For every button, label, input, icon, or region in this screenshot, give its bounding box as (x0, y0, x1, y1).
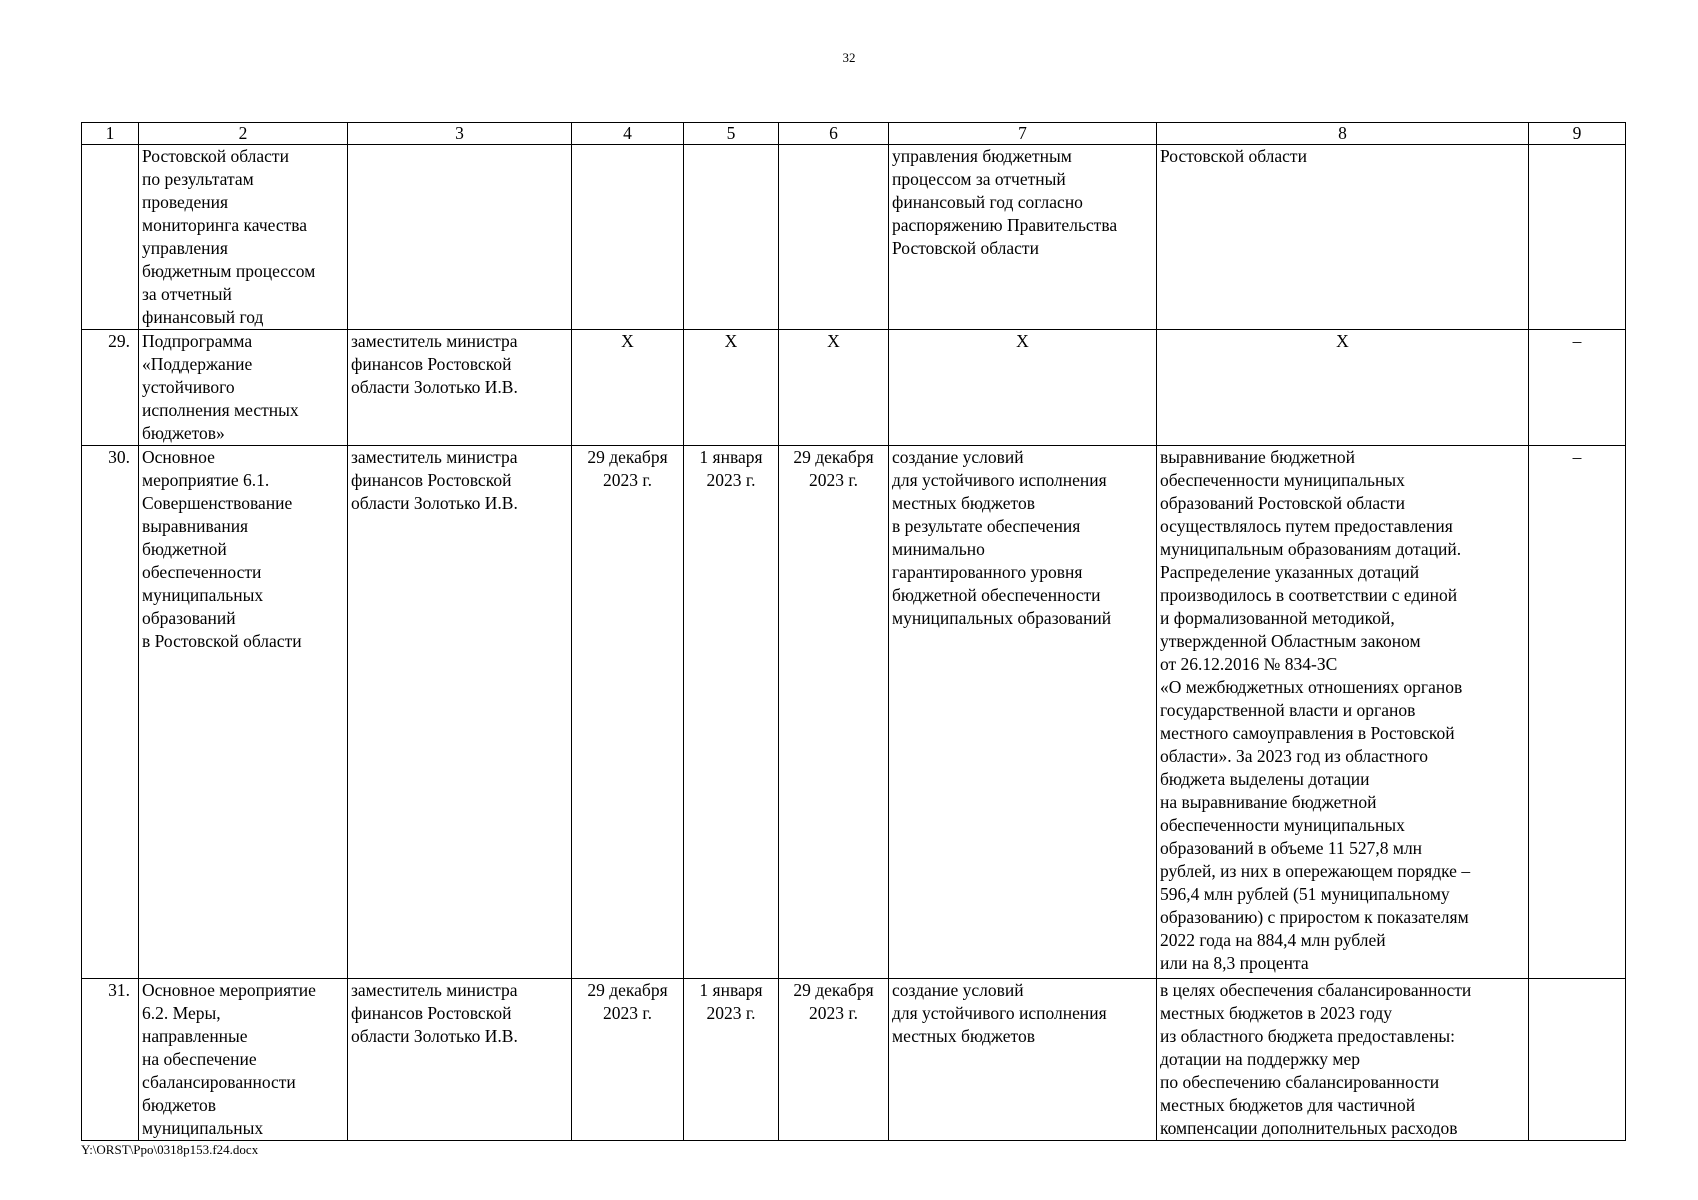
reasons-cell (1529, 330, 1626, 446)
column-header: 5 (684, 123, 779, 145)
end-date-cell (779, 145, 889, 330)
cell-text: Ростовской области по результатам проведения мониторинга качества управления бюджетным процессом за отчетный финансовый год (142, 146, 316, 327)
cell-text: X (724, 331, 738, 351)
cell-text: X (827, 331, 840, 351)
reasons-cell (1529, 446, 1626, 979)
actual-result-cell (1157, 446, 1529, 979)
cell-text: создание условий для устойчивого исполнения местных бюджетов в результате обеспечения минимально гарантированного уровня бюджетной обеспеченности муниципальных образований (892, 447, 1112, 628)
cell-text: 29. (108, 331, 130, 351)
row-number-cell (82, 145, 139, 330)
cell-text: – (1572, 331, 1582, 351)
cell-text: 29 декабря 2023 г. (587, 980, 668, 1023)
column-header: 3 (348, 123, 572, 145)
column-header: 6 (779, 123, 889, 145)
plan-date-cell (572, 330, 684, 446)
cell-text: 31. (108, 980, 130, 1000)
start-date-cell (684, 145, 779, 330)
end-date-cell (779, 979, 889, 1141)
actual-result-cell (1157, 330, 1529, 446)
page-number: 32 (842, 50, 856, 65)
table-row (82, 145, 1626, 330)
planned-result-cell (889, 979, 1157, 1141)
activity-name-cell (139, 145, 348, 330)
responsible-cell (348, 145, 572, 330)
actual-result-cell (1157, 145, 1529, 330)
cell-text: – (1572, 447, 1582, 467)
cell-text: Ростовской области (1160, 146, 1307, 166)
cell-text: X (1016, 331, 1029, 351)
end-date-cell (779, 446, 889, 979)
cell-text: заместитель министра финансов Ростовской области Золотько И.В. (351, 331, 518, 397)
plan-date-cell (572, 145, 684, 330)
cell-text: выравнивание бюджетной обеспеченности муниципальных образований Ростовской области осуществлялось путем предоставления муниципальным образованиям дотаций. Распределение указанных дотаций производилось в соответствии с единой и формализованной методикой, утвержденной Областным законом от 26.12.2016 № 834-ЗС «О межбюджетных отношениях органов государственной власти и органов местного самоуправления в Ростовской области». За 2023 год из областного бюджета выделены дотации на выравнивание бюджетной обеспеченности муниципальных образований в объеме 11 527,8 млн рублей, из них в опережающем порядке – 596,4 млн рублей (51 муниципальному образованию) с приростом к показателям 2022 года на 884,4 млн рублей или на 8,3 процента (1160, 447, 1471, 973)
planned-result-cell (889, 145, 1157, 330)
responsible-cell (348, 330, 572, 446)
footer-file-path: Y:\ORST\Ppo\0318p153.f24.docx (81, 1142, 259, 1157)
column-header: 4 (572, 123, 684, 145)
end-date-cell (779, 330, 889, 446)
cell-text: X (1336, 331, 1349, 351)
responsible-cell (348, 446, 572, 979)
reasons-cell (1529, 145, 1626, 330)
row-number-cell (82, 446, 139, 979)
cell-text: 1 января 2023 г. (699, 980, 763, 1023)
responsible-cell (348, 979, 572, 1141)
row-number-cell (82, 330, 139, 446)
table-header-row (82, 123, 1626, 145)
cell-text: 29 декабря 2023 г. (793, 447, 874, 490)
cell-text: Подпрограмма «Поддержание устойчивого исполнения местных бюджетов» (142, 331, 299, 443)
cell-text: Основное мероприятие 6.2. Меры, направленные на обеспечение сбалансированности бюджетов муниципальных (142, 980, 316, 1138)
plan-date-cell (572, 979, 684, 1141)
column-header: 8 (1157, 123, 1529, 145)
actual-result-cell (1157, 979, 1529, 1141)
cell-text: 29 декабря 2023 г. (587, 447, 668, 490)
column-header: 7 (889, 123, 1157, 145)
cell-text: создание условий для устойчивого исполнения местных бюджетов (892, 980, 1107, 1046)
cell-text: в целях обеспечения сбалансированности местных бюджетов в 2023 году из областного бюджета предоставлены: дотации на поддержку мер по обеспечению сбалансированности местных бюджетов для частичной компенсации дополнительных расходов (1160, 980, 1472, 1138)
activity-name-cell (139, 446, 348, 979)
table-row (82, 979, 1626, 1141)
cell-text: Основное мероприятие 6.1. Совершенствование выравнивания бюджетной обеспеченности муниципальных образований в Ростовской области (142, 447, 302, 651)
activity-name-cell (139, 979, 348, 1141)
reasons-cell (1529, 979, 1626, 1141)
table-row (82, 330, 1626, 446)
column-header: 9 (1529, 123, 1626, 145)
plan-date-cell (572, 446, 684, 979)
cell-text: заместитель министра финансов Ростовской области Золотько И.В. (351, 447, 518, 513)
activity-name-cell (139, 330, 348, 446)
cell-text: 1 января 2023 г. (699, 447, 763, 490)
cell-text: 30. (108, 447, 130, 467)
start-date-cell (684, 979, 779, 1141)
planned-result-cell (889, 330, 1157, 446)
table-row (82, 446, 1626, 979)
report-table (81, 122, 1626, 1141)
start-date-cell (684, 446, 779, 979)
column-header: 2 (139, 123, 348, 145)
row-number-cell (82, 979, 139, 1141)
planned-result-cell (889, 446, 1157, 979)
cell-text: 29 декабря 2023 г. (793, 980, 874, 1023)
column-header: 1 (82, 123, 139, 145)
start-date-cell (684, 330, 779, 446)
cell-text: X (621, 331, 634, 351)
cell-text: заместитель министра финансов Ростовской области Золотько И.В. (351, 980, 518, 1046)
cell-text: управления бюджетным процессом за отчетный финансовый год согласно распоряжению Правительства Ростовской области (892, 146, 1118, 258)
